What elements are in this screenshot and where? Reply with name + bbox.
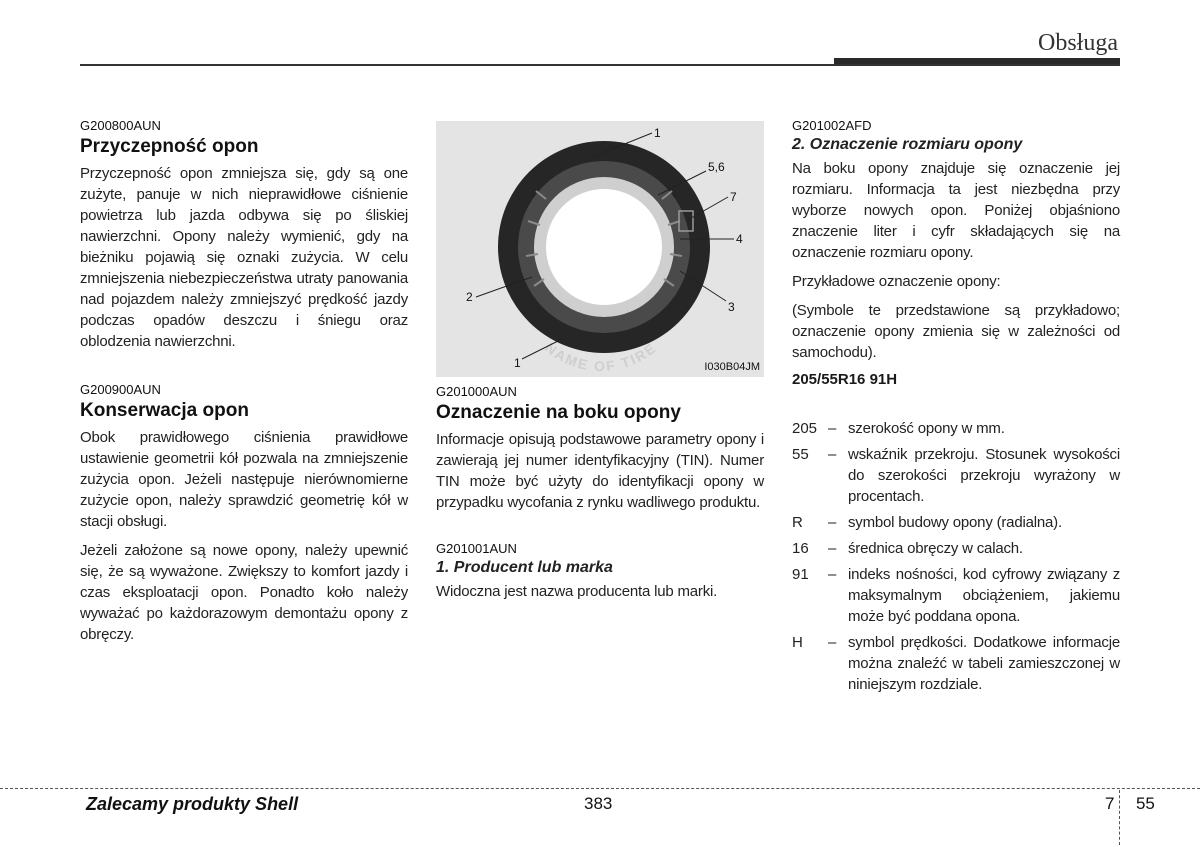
section-title-tire-size: 2. Oznaczenie rozmiaru opony — [792, 136, 1023, 153]
label-1-bottom: 1 — [514, 356, 521, 370]
definition-dash: – — [828, 540, 837, 557]
figure-caption: I030B04JM — [704, 361, 760, 373]
section-title-sidewall-marking: Oznaczenie na boku opony — [436, 402, 681, 423]
footer-chapter-page — [1105, 794, 1155, 814]
section-text-traction: Przyczepność opon zmniejsza się, gdy są one zużyte, panuje w nich nieprawidłowe ciśnienie powietrza lub jazda odbywa się po śliskiej nawierzchni. Opony należy wymienić, gdy na bieżniku pojawią się oznaki zużycia. W celu zmniejszenia niebezpieczeństwa utraty panowania nad pojazdem należy zmniejszyć prędkość jazdy podczas opadów deszczu i śniegu oraz oblodzenia nawierzchni. — [80, 165, 408, 350]
definition-dash: – — [828, 634, 837, 651]
section-text-maintenance-2: Jeżeli założone są nowe opony, należy upewnić się, że są wyważone. Zwiększy to komfort jazdy i czas eksploatacji opon. Ponadto koło należy wyważać po każdorazowym demontażu opony z obręczy. — [80, 542, 408, 643]
section-title-traction: Przyczepność opon — [80, 136, 259, 157]
section-code: G200800AUN — [80, 118, 161, 133]
section-text-maintenance-1: Obok prawidłowego ciśnienia prawidłowe ustawienie geometrii kół pozwala na zmniejszenie zużycia opon. Jeżeli następuje nierównomierne zużycie opon, należy sprawdzić geometrię kół w stacji obsługi. — [80, 429, 408, 530]
column-middle — [436, 384, 764, 610]
section-code: G201001AUN — [436, 541, 517, 556]
label-5-6: 5,6 — [708, 160, 725, 174]
definition-row — [792, 632, 1120, 695]
label-7: 7 — [730, 190, 737, 204]
tire-size-spec: 205/55R16 91H — [792, 371, 898, 388]
definition-row — [792, 538, 1120, 559]
label-1-top: 1 — [654, 126, 661, 140]
section-code: G201000AUN — [436, 384, 517, 399]
definition-value: szerokość opony w mm. — [848, 420, 1005, 437]
definition-row — [792, 444, 1120, 507]
footer-slogan: Zalecamy produkty Shell — [86, 794, 299, 814]
definition-key: 55 — [792, 446, 809, 463]
definition-value: wskaźnik przekroju. Stosunek wysokości do szerokości przekroju wyrażony w procentach. — [848, 446, 1120, 505]
section-text-tire-size-1: Na boku opony znajduje się oznaczenie jej rozmiaru. Informacja ta jest niezbędna przy wyborze nowych opon. Poniżej objaśniono znaczenie liter i cyfr składających się na oznaczenie rozmiaru opony. — [792, 160, 1120, 261]
tire-sidewall-figure — [436, 121, 764, 377]
definition-value: symbol budowy opony (radialna). — [848, 514, 1062, 531]
wheel-hub — [546, 189, 662, 305]
definition-dash: – — [828, 566, 837, 583]
label-2: 2 — [466, 290, 473, 304]
footer-dashed-rule — [0, 788, 1200, 789]
label-4: 4 — [736, 232, 743, 246]
sidewall-text: NAME OF TIRE — [542, 339, 660, 375]
definition-key: 91 — [792, 566, 809, 583]
definition-row — [792, 564, 1120, 627]
section-code: G201002AFD — [792, 118, 872, 133]
label-3: 3 — [728, 300, 735, 314]
page-header-title: Obsługa — [1038, 30, 1118, 56]
header-rule — [80, 64, 1120, 66]
definition-key: 16 — [792, 540, 809, 557]
section-code: G200900AUN — [80, 382, 161, 397]
definition-dash: – — [828, 514, 837, 531]
footer-chapter: 7 — [1105, 794, 1115, 813]
definition-row — [792, 418, 1120, 439]
definition-row — [792, 512, 1120, 533]
section-text-sidewall-marking: Informacje opisują podstawowe parametry opony i zawierają jej numer identyfikacyjny (TIN). Numer TIN może być użyty do identyfikacji opony w przypadku wycofania z rynku wadliwego produktu. — [436, 431, 764, 511]
definition-key: 205 — [792, 420, 818, 437]
column-left — [80, 118, 408, 653]
section-text-tire-size-3: (Symbole te przedstawione są przykładowo; oznaczenie opony zmienia się w zależności od samochodu). — [792, 302, 1120, 361]
definition-value: symbol prędkości. Dodatkowe informacje można znaleźć w tabeli zamieszczonej w niniejszym rozdziale. — [848, 634, 1120, 693]
column-right — [792, 118, 1120, 700]
section-title-maintenance: Konserwacja opon — [80, 400, 249, 421]
footer-page-number: 383 — [584, 794, 613, 813]
section-text-tire-size-2: Przykładowe oznaczenie opony: — [792, 273, 1001, 290]
footer-separator — [1119, 790, 1120, 845]
definition-dash: – — [828, 446, 837, 463]
definition-value: średnica obręczy w calach. — [848, 540, 1023, 557]
footer-chapter-page-number: 55 — [1135, 794, 1155, 813]
definition-key: R — [792, 514, 803, 531]
definition-value: indeks nośności, kod cyfrowy związany z maksymalnym obciążeniem, jakiemu może być poddana opona. — [848, 566, 1120, 625]
section-text-manufacturer: Widoczna jest nazwa producenta lub marki. — [436, 583, 718, 600]
definition-key: H — [792, 634, 803, 651]
section-title-manufacturer: 1. Producent lub marka — [436, 559, 613, 576]
tire-size-definitions — [792, 418, 1120, 695]
tire-illustration — [436, 121, 764, 377]
definition-dash: – — [828, 420, 837, 437]
